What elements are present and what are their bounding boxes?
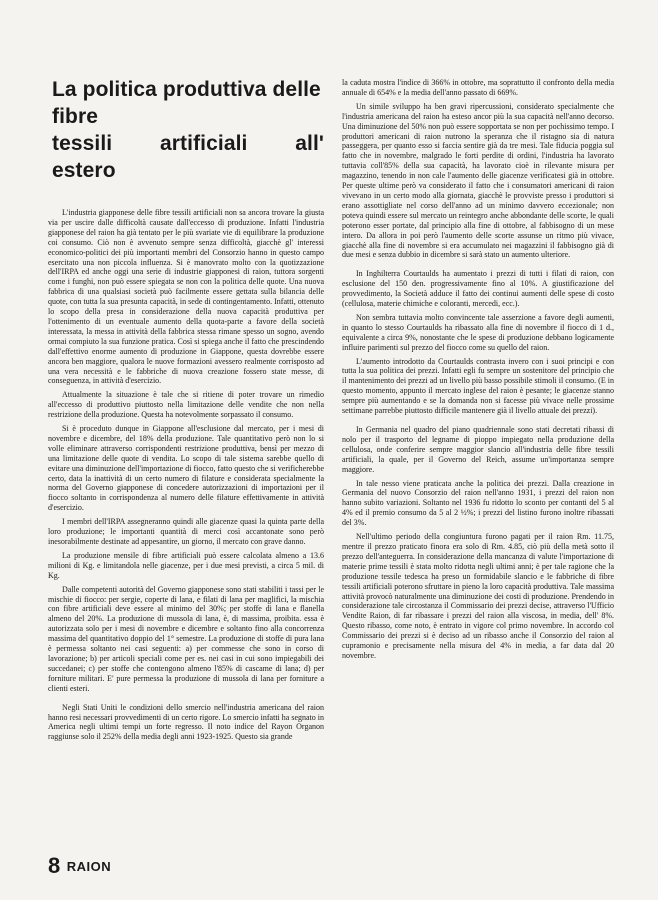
paragraph: L'industria giapponese delle fibre tessili artificiali non sa ancora trovare la giusta via per uscire dalle difficoltà causate dall'eccesso di produzione. Infatti l'industria giapponese del raion ha già tentato per le più svariate vie di equilibrare la produzione coi consumo. Ciò non è avvenuto sempre senza difficoltà, giacchè gl' interessi economico-politici dei più importanti membri del Consorzio hanno in questo campo esercitato una non piccola influenza. Si è manovrato molto con la quotizzazione dell'IRPA ed anche oggi una serie di industrie giapponesi di raion, tuttora sorgenti come i funghi, non può essere spiegata se non con la politica delle quote. Una nuova fabbrica di una qualsiasi società può facilmente essere gettata sulla bilancia delle quote, con tutta la sua presunta capacità, in sede di contingentamento. Infatti, ottenuto lo scopo della presa in considerazione della nuova capacità produttiva per l'ottenimento di un eventuale aumento della quota-parte a favore della società interessata, la messa in attività della fabbrica stessa rimane spesso un sogno, avendo ormai compiuto la sua funzione pratica. Così si spiega anche il fatto che prescindendo dall'effettivo enorme aumento di produzione in Giappone, questa dovrebbe essere ancora ben maggiore, qualora le nuove formazioni avessero realmente corrisposto ad una vera necessità e le fabbriche di nuova creazione fossero state messe, di conseguenza, in attività d'esercizio.: [48, 208, 324, 386]
paragraph: I membri dell'IRPA assegneranno quindi alle giacenze quasi la quinta parte della loro produzione; le importanti quantità di merci così accantonate sono però inesorabilmente destinate ad appesantire, un giorno, il mercato con grave danno.: [48, 517, 324, 546]
paragraph: la caduta mostra l'indice di 366% in ottobre, ma soprattutto il confronto della media annuale di 654% e la media dell'anno passato di 669%.: [342, 78, 614, 97]
article-title-line-1: La politica produttiva delle fibre: [52, 78, 321, 128]
page-number: 8: [48, 853, 61, 878]
paragraph: Nell'ultimo periodo della congiuntura furono pagati per il raion Rm. 11.75, mentre il prezzo praticato finora era solo di Rm. 4.85, ciò più della metà sotto il prezzo dell'anteguerra. In considerazione della mancanza di valute l'importazione di materie prime tessili è stata molto ridotta negli ultimi anni; è per tale ragione che la produzione tessile tedesca ha preso un formidabile slancio e le fabbriche di fibre tessili artificiali poterono sfruttare in pieno la loro capacità produttiva. Tale massima attività provocò naturalmente una diminuzione dei costi di produzione. Prendendo in considerazione tale circostanza il Commissario dei prezzi decise, attraverso l'Ufficio Vendite Raion, di far ribassare i prezzi del raion alla viscosa, in media, dell' 8%. Questo ribasso, come noto, è entrato in vigore col primo novembre. In accordo col Commissario dei prezzi si è deciso ad un ribasso anche il Consorzio del raion al cupramonio e precisamente nella misura del 4% in media, a far data dal 20 novembre.: [342, 532, 614, 660]
paragraph: Un simile sviluppo ha ben gravi ripercussioni, considerato specialmente che l'industria americana del raion ha esteso ancor più la sua capacità nell'anno decorso. Una diminuzione del 50% non può essere sopportata se non per pochissimo tempo. I produttori americani di raion nutrono la speranza che il ristagno sia di natura passeggera, per quanto esso si faccia sentire già da tre mesi. Tale fiducia poggia sul fatto che in novembre, malgrado le forti perdite di ordini, l'industria ha lavorato tuttavia coll'85% della sua capacità, ha lavorato cioè in rilevante misura per magazzino, tenendo in non cale l'aumento delle giacenze verificatesi già in ottobre. Per queste ultime però va considerato il fatto che i consumatori americani di raion vivevano in un certo modo alla giornata, giacchè le provviste presso i produttori si erano assottigliate nel corso dell'anno ad un minimo davvero eccezionale; non poteva quindi essere sul mercato un reintegro anche abbondante delle scorte, le quali poterono esser portate, dal principio alla fine di ottobre, al fabbisogno di un mese intero. Da allora in poi però l'aumento delle scorte assunse un ritmo più vivace, giacchè alla fine di novembre si era accumulato nei magazzini il fabbisogno già di due mesi e senza dubbio in dicembre si sarà stato un aumento ulteriore.: [342, 101, 614, 260]
magazine-brand: RAION: [66, 858, 112, 874]
paragraph: L'aumento introdotto da Courtaulds contrasta invero con i suoi principi e con tutta la sua politica dei prezzi. Infatti egli fu sempre un sostenitore del principio che il mantenimento dei prezzi ad un livello più basso possibile stimoli il consumo. (E in questo momento, appunto il mercato inglese del raion è pesante; le giacenze stanno sempre più aumentando e se la domanda non si facesse più vivace nelle prossime settimane parrebbe piuttosto difficile mantenere già il livello attuale dei prezzi).: [342, 356, 614, 416]
paragraph: Si è proceduto dunque in Giappone all'esclusione dal mercato, per i mesi di novembre e dicembre, del 18% della produzione. Tale quantitativo però non lo si volle eliminare attraverso corrispondenti restrizione produttiva, bensì per mezzo di una limitazione delle quote di vendita. Lo scopo di tale sistema sarebbe quello di evitare una diminuzione dell'importazione di fiocco, fatto questo che si verificherebbe certo, data la inattività di un certo numero di filature e considerata specialmente la norma del Governo giapponese di concedere autorizzazioni di importazioni per il fiocco soltanto in corrispondenza al numero delle filature effettivamente in attività d'esercizio.: [48, 424, 324, 513]
paragraph: Attualmente la situazione è tale che si ritiene di poter trovare un rimedio all'eccesso di produttivo piuttosto nella limitazione delle vendite che non nella restrizione della produzione. Questa ha notevolmente sorpassato il consumo.: [48, 390, 324, 420]
paragraph: In Germania nel quadro del piano quadriennale sono stati decretati ribassi di nolo per il trasporto del legname di pioppo impiegato nella produzione della cellulosa, onde conferire sempre maggior slancio all'industria delle fibre tessili artificiali, la quale, per il Governo del Reich, assume un'importanza sempre maggiore.: [342, 425, 614, 474]
paragraph: In tale nesso viene praticata anche la politica dei prezzi. Dalla creazione in Germania del nuovo Consorzio del raion nell'anno 1931, i prezzi del raion non hanno subito variazioni. Soltanto nel 1936 fu ridotto lo sconto per contanti del 5 al 4% ed il premio consumo da 5 al 2 ½%; i prezzi del listino furono inoltre ribassati del 3%.: [342, 478, 614, 528]
paragraph: In Inghilterra Courtaulds ha aumentato i prezzi di tutti i filati di raion, con esclusione del 150 den. progressivamente fino al 10%. A giustificazione del provvedimento, la Società adduce il fatto dei continui aumenti delle spese di costo (cellulosa, materie chimiche e coloranti, mercedi, ecc.).: [342, 269, 614, 309]
paragraph: La produzione mensile di fibre artificiali può essere calcolata almeno a 13.6 milioni di Kg. e limitandola nelle giacenze, per i due mesi previsti, a circa 5 mil. di Kg.: [48, 550, 324, 580]
page-footer: [48, 853, 111, 879]
left-column: [48, 68, 324, 746]
paragraph: Non sembra tuttavia molto convincente tale asserzione a favore degli aumenti, in quanto lo stesso Courtaulds ha ribassato alla fine di novembre il fiocco di 1 d., equivalente a circa 9%, nonostante che le spese di produzione debbano logicamente influire parimenti sul prezzo del fiocco come su quello del raion.: [342, 312, 614, 352]
paragraph: Negli Stati Uniti le condizioni dello smercio nell'industria americana del raion hanno resi necessari provvedimenti di un certo rigore. Lo smercio infatti ha segnato in America negli ultimi tempi un forte regresso. Il noto indice del Rayon Organon raggiunse solo il 252% della media degli anni 1923-1925. Questo sia grande: [48, 702, 324, 742]
article-title: [52, 76, 324, 184]
paragraph: Dalle competenti autorità del Governo giapponese sono stati stabiliti i tassi per le mischie di fiocco: per sergie, coperte di lana, e filati di lana per maglifici, la mischia con fibre artificiali deve essere al minimo del 30%; per stoffe di lana e flanella almeno del 20%. La produzione di mussola di lana, è, di massima, proibita. essa è autorizzata solo per i mesi di novembre e dicembre e soltanto fino alla concorrenza massima del quantitativo doppio del 1° semestre. La produzione di stoffe di pura lana è permessa soltanto nei casi seguenti: a) per commesse che sono in corso di lavorazione; b) per articoli speciali come per es. nei casi in cui sono impiegabili dei succedanei; c) per stoffe che contengono almeno l'85% di cascame di lana; d) per forniture militari. E' pure permessa la produzione di mussola di lana per forniture a clienti esteri.: [48, 584, 324, 693]
right-column: [342, 78, 614, 665]
article-title-line-2: tessili artificiali all' estero: [52, 132, 324, 182]
